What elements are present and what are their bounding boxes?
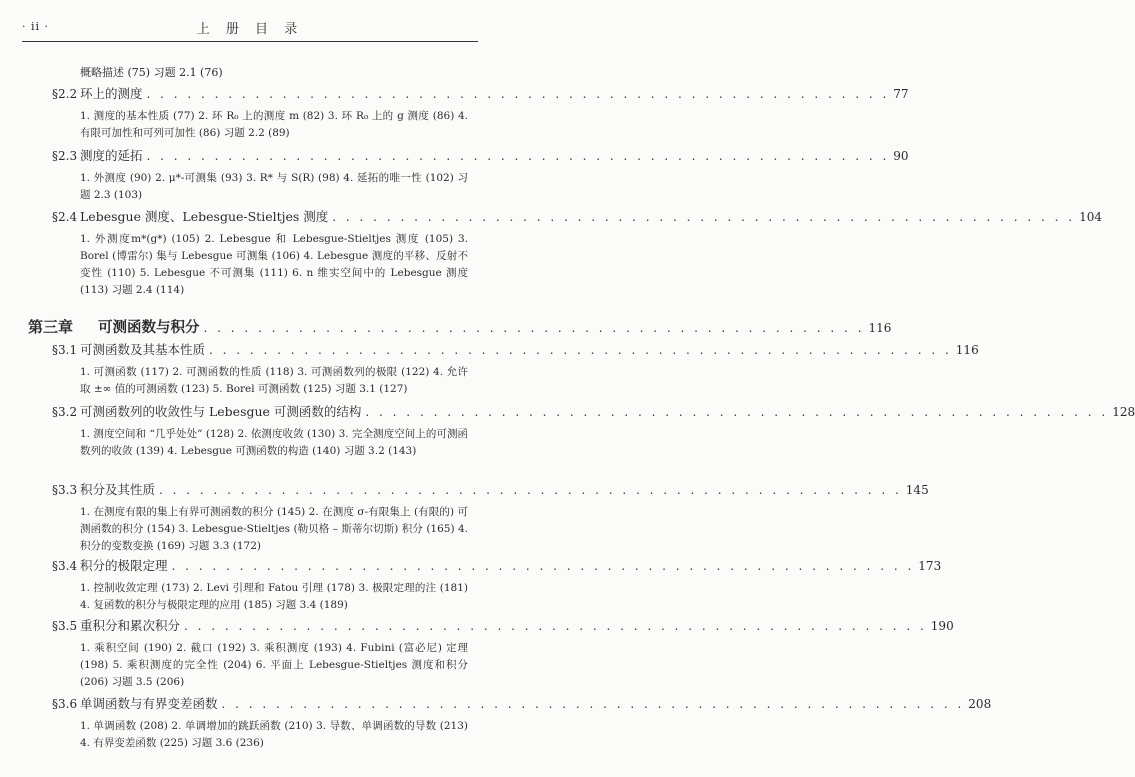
section-title[interactable]: 积分及其性质 <box>80 482 156 497</box>
dot-leader: . . . . . . . . . . . . . . . . . . . . . . . . . . . . . . . . . . . . . . . . . . . . . . . . . . . . . . . <box>184 619 927 633</box>
page-ref: 145 <box>905 483 929 497</box>
page-ref: 116 <box>955 343 979 357</box>
subsection-list: 1. 外测度 (90) 2. μ*-可测集 (93) 3. R* 与 S(R) (98) 4. 延拓的唯一性 (102) 习题 2.3 (103) <box>80 172 468 201</box>
toc-entry[interactable] <box>52 84 909 142</box>
toc-entry[interactable] <box>52 146 909 204</box>
dot-leader: . . . . . . . . . . . . . . . . . . . . . . . . . . . . . . . . . . . . . . . . . . . . . . . . . . . . . . . <box>209 343 952 357</box>
dot-leader: . . . . . . . . . . . . . . . . . . . . . . . . . . . . . . . . . . . . . . . . . . . . . . . . . . . . . . . <box>365 405 1109 419</box>
subsection-list: 1. 外测度m*(g*) (105) 2. Lebesgue 和 Lebesgue-Stieltjes 测度 (105) 3. Borel (博雷尔) 集与 Lebesgue 可测集 (106) 4. Lebesgue 测度的平移、反射不变性 (110) 5. Lebesgue 不可测集 (111) 6. n 维实空间中的 Lebesgue 测度 (113) 习题 2.4 (114) <box>80 233 468 296</box>
subsection-list: 1. 测度的基本性质 (77) 2. 环 R₀ 上的测度 m (82) 3. 环 R₀ 上的 g 测度 (86) 4. 有限可加性和可列可加性 (86) 习题 2.2 (89) <box>80 110 468 139</box>
section-number: §3.3 <box>52 483 78 497</box>
subsection-list: 1. 单调函数 (208) 2. 单调增加的跳跃函数 (210) 3. 导数、单调函数的导数 (213) 4. 有界变差函数 (225) 习题 3.6 (236) <box>80 720 468 749</box>
subsection-list: 1. 可测函数 (117) 2. 可测函数的性质 (118) 3. 可测函数列的极限 (122) 4. 允许取 ±∞ 值的可测函数 (123) 5. Borel 可测函数 (125) 习题 3.1 (127) <box>80 366 468 395</box>
subsection-list: 1. 测度空间和 “几乎处处” (128) 2. 依测度收敛 (130) 3. 完全测度空间上的可测函数列的收敛 (139) 4. Lebesgue 可测函数的构造 (140) 习题 3.2 (143) <box>80 428 468 457</box>
running-title: 上 册 目 录 <box>196 22 304 37</box>
page-ref: 190 <box>930 619 954 633</box>
section-title[interactable]: 测度的延拓 <box>80 148 143 163</box>
chapter-title[interactable]: 可测函数与积分 <box>98 319 200 336</box>
subsection-list: 1. 乘积空间 (190) 2. 截口 (192) 3. 乘积测度 (193) 4. Fubini (富必尼) 定理 (198) 5. 乘积测度的完全性 (204) 6. 平面上 Lebesgue-Stieltjes 测度和积分 (206) 习题 3.5 (206) <box>80 642 468 688</box>
section-number: §2.4 <box>52 210 78 224</box>
dot-leader: . . . . . . . . . . . . . . . . . . . . . . . . . . . . . . . . . . . . . . . . . . . . . . . . . . . . . . . <box>171 559 915 573</box>
section-number: §3.5 <box>52 619 78 633</box>
section-title[interactable]: 可测函数列的收敛性与 Lebesgue 可测函数的结构 <box>80 404 362 419</box>
section-number: §3.6 <box>52 697 78 711</box>
page-ref: 77 <box>893 87 909 101</box>
toc-entry[interactable] <box>52 480 929 555</box>
section-title[interactable]: 环上的测度 <box>80 86 143 101</box>
section-title[interactable]: 重积分和累次积分 <box>80 618 181 633</box>
toc-entry[interactable] <box>52 616 954 691</box>
page-ref: 173 <box>918 559 942 573</box>
page-ref: 208 <box>968 697 992 711</box>
continued-entry-body: 概略描述 (75) 习题 2.1 (76) <box>80 66 223 79</box>
subsection-list: 1. 控制收敛定理 (173) 2. Levi 引理和 Fatou 引理 (178) 3. 极限定理的注 (181) 4. 复函数的积分与极限定理的应用 (185) 习题 3.4 (189) <box>80 582 468 611</box>
section-title[interactable]: 单调函数与有界变差函数 <box>80 696 218 711</box>
toc-entry[interactable] <box>52 207 1102 299</box>
dot-leader: . . . . . . . . . . . . . . . . . . . . . . . . . . . . . . . . . . . . . . . . . . . . . . . . . . . . . . . <box>332 210 1076 224</box>
section-number: §3.1 <box>52 343 78 357</box>
page-header <box>22 16 478 40</box>
section-title[interactable]: 积分的极限定理 <box>80 558 168 573</box>
section-title[interactable]: Lebesgue 测度、Lebesgue-Stieltjes 测度 <box>80 209 329 224</box>
dot-leader: . . . . . . . . . . . . . . . . . . . . . . . . . . . . . . . . . . . . . . . . . . . . . . . . . . . . . . . <box>159 483 902 497</box>
header-rule <box>22 41 478 42</box>
section-number: §2.3 <box>52 149 78 163</box>
page-ref: 116 <box>868 321 892 335</box>
chapter-heading[interactable] <box>28 316 892 337</box>
toc-entry[interactable] <box>52 556 942 614</box>
subsection-list: 1. 在测度有限的集上有界可测函数的积分 (145) 2. 在测度 σ-有限集上 (有限的) 可测函数的积分 (154) 3. Lebesgue-Stieltjes (勒贝格 – 斯蒂尔切斯) 积分 (165) 4. 积分的变数变换 (169) 习题 3.3 (172) <box>80 506 468 552</box>
page-ref: 104 <box>1079 210 1102 224</box>
page-ref: 128 <box>1112 405 1135 419</box>
dot-leader: . . . . . . . . . . . . . . . . . . . . . . . . . . . . . . . . . . . . . . . . . . . . . . . . . . . . . . . <box>146 149 890 163</box>
dot-leader: . . . . . . . . . . . . . . . . . . . . . . . . . . . . . . . . . . . . . . . . . . . . . . . . . . . . . . . <box>221 697 965 711</box>
section-number: §2.2 <box>52 87 78 101</box>
section-number: §3.4 <box>52 559 78 573</box>
page-ref: 90 <box>893 149 909 163</box>
toc-entry[interactable] <box>52 340 979 398</box>
toc-entry[interactable] <box>52 402 1135 460</box>
dot-leader: . . . . . . . . . . . . . . . . . . . . . . . . . . . . . . . . . . . . . . . . . . . . . . . . . <box>203 321 865 335</box>
page-number: · ii · <box>22 20 50 33</box>
chapter-label: 第三章 <box>28 318 74 336</box>
toc-entry[interactable] <box>52 694 992 752</box>
section-number: §3.2 <box>52 405 78 419</box>
dot-leader: . . . . . . . . . . . . . . . . . . . . . . . . . . . . . . . . . . . . . . . . . . . . . . . . . . . . . . . <box>146 87 890 101</box>
section-title[interactable]: 可测函数及其基本性质 <box>80 342 206 357</box>
